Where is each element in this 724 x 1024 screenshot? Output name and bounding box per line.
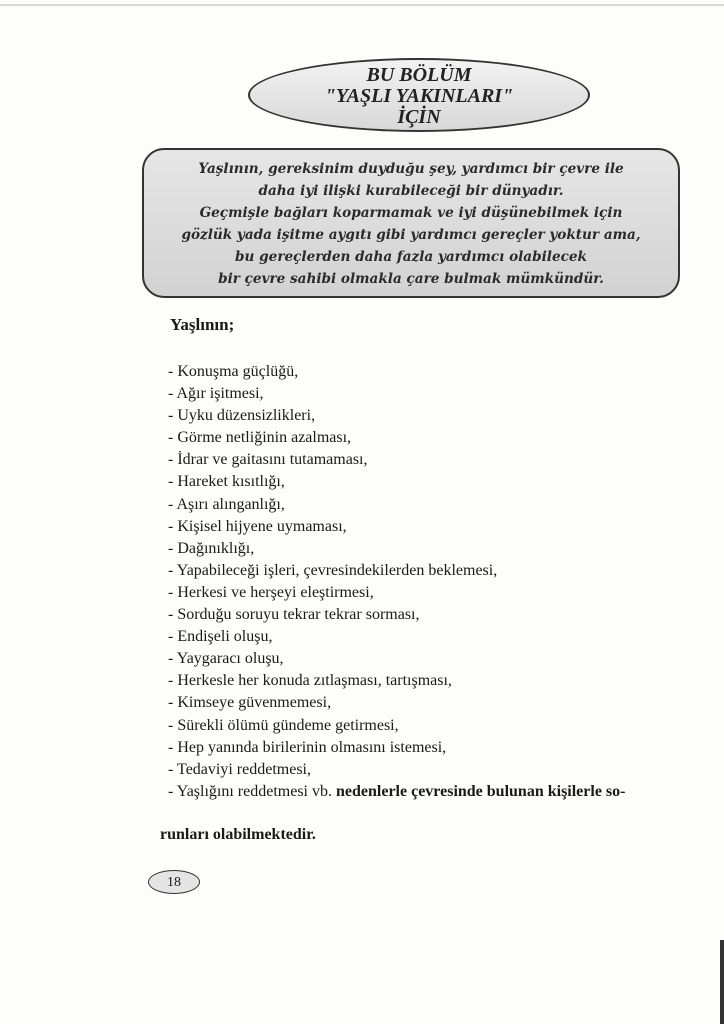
quote-line: daha iyi ilişki kurabileceği bir dünyadır.: [258, 183, 564, 199]
list-item: - Hep yanında birilerinin olmasını istemesi,: [168, 738, 447, 756]
quote-line: bir çevre sahibi olmakla çare bulmak mümkündür.: [218, 271, 604, 287]
list-item: [168, 781, 625, 803]
scan-edge: [720, 940, 724, 1024]
list-item: - Uyku düzensizlikleri,: [168, 407, 316, 425]
list-item: - Yaygaracı oluşu,: [168, 650, 284, 668]
list-item: - Konuşma güçlüğü,: [168, 363, 299, 380]
list-item: - Sürekli ölümü gündeme getirmesi,: [168, 716, 399, 734]
list-item: - Kişisel hijyene uymaması,: [168, 517, 347, 535]
problem-list: [168, 361, 625, 803]
conclusion-text-end: runları olabilmektedir.: [160, 826, 316, 843]
page-number: 18: [148, 870, 200, 894]
list-item: - Kimseye güvenmemesi,: [168, 694, 332, 712]
list-item: - Herkesle her konuda zıtlaşması, tartışması,: [168, 672, 452, 690]
title-line: BU BÖLÜM: [366, 64, 472, 86]
scan-edge: [0, 4, 724, 6]
list-item: - Tedaviyi reddetmesi,: [168, 760, 311, 778]
final-item: - Yaşlığını reddetmesi vb.: [168, 782, 332, 800]
list-item: - Yapabileceği işleri, çevresindekilerden beklemesi,: [168, 561, 498, 579]
title-line: İÇİN: [397, 106, 441, 128]
list-item: - Ağır işitmesi,: [168, 385, 264, 403]
quote-line: Geçmişle bağları koparmamak ve iyi düşünebilmek için: [199, 205, 623, 221]
list-item: - Aşırı alınganlığı,: [168, 495, 285, 513]
list-item: - Sorduğu soruyu tekrar tekrar sorması,: [168, 606, 420, 624]
list-heading: Yaşlının;: [170, 315, 235, 334]
list-item: - İdrar ve gaitasını tutamaması,: [168, 451, 368, 469]
list-item: - Herkesi ve herşeyi eleştirmesi,: [168, 583, 374, 601]
conclusion-text: nedenlerle çevresinde bulunan kişilerle so-: [336, 782, 626, 800]
quote-line: bu gereçlerden daha fazla yardımcı olabilecek: [235, 249, 587, 265]
section-title-oval: [248, 58, 590, 132]
list-item: - Endişeli oluşu,: [168, 628, 273, 646]
list-item: - Dağınıklığı,: [168, 539, 255, 557]
list-item: - Görme netliğinin azalması,: [168, 429, 352, 447]
quote-line: gözlük yada işitme aygıtı gibi yardımcı gereçler yoktur ama,: [181, 227, 641, 243]
list-item: - Hareket kısıtlığı,: [168, 473, 285, 491]
quote-box: [142, 148, 680, 298]
quote-line: Yaşlının, gereksinim duyduğu şey, yardımcı bir çevre ile: [198, 161, 624, 177]
title-line: "YAŞLI YAKINLARI": [324, 85, 514, 107]
